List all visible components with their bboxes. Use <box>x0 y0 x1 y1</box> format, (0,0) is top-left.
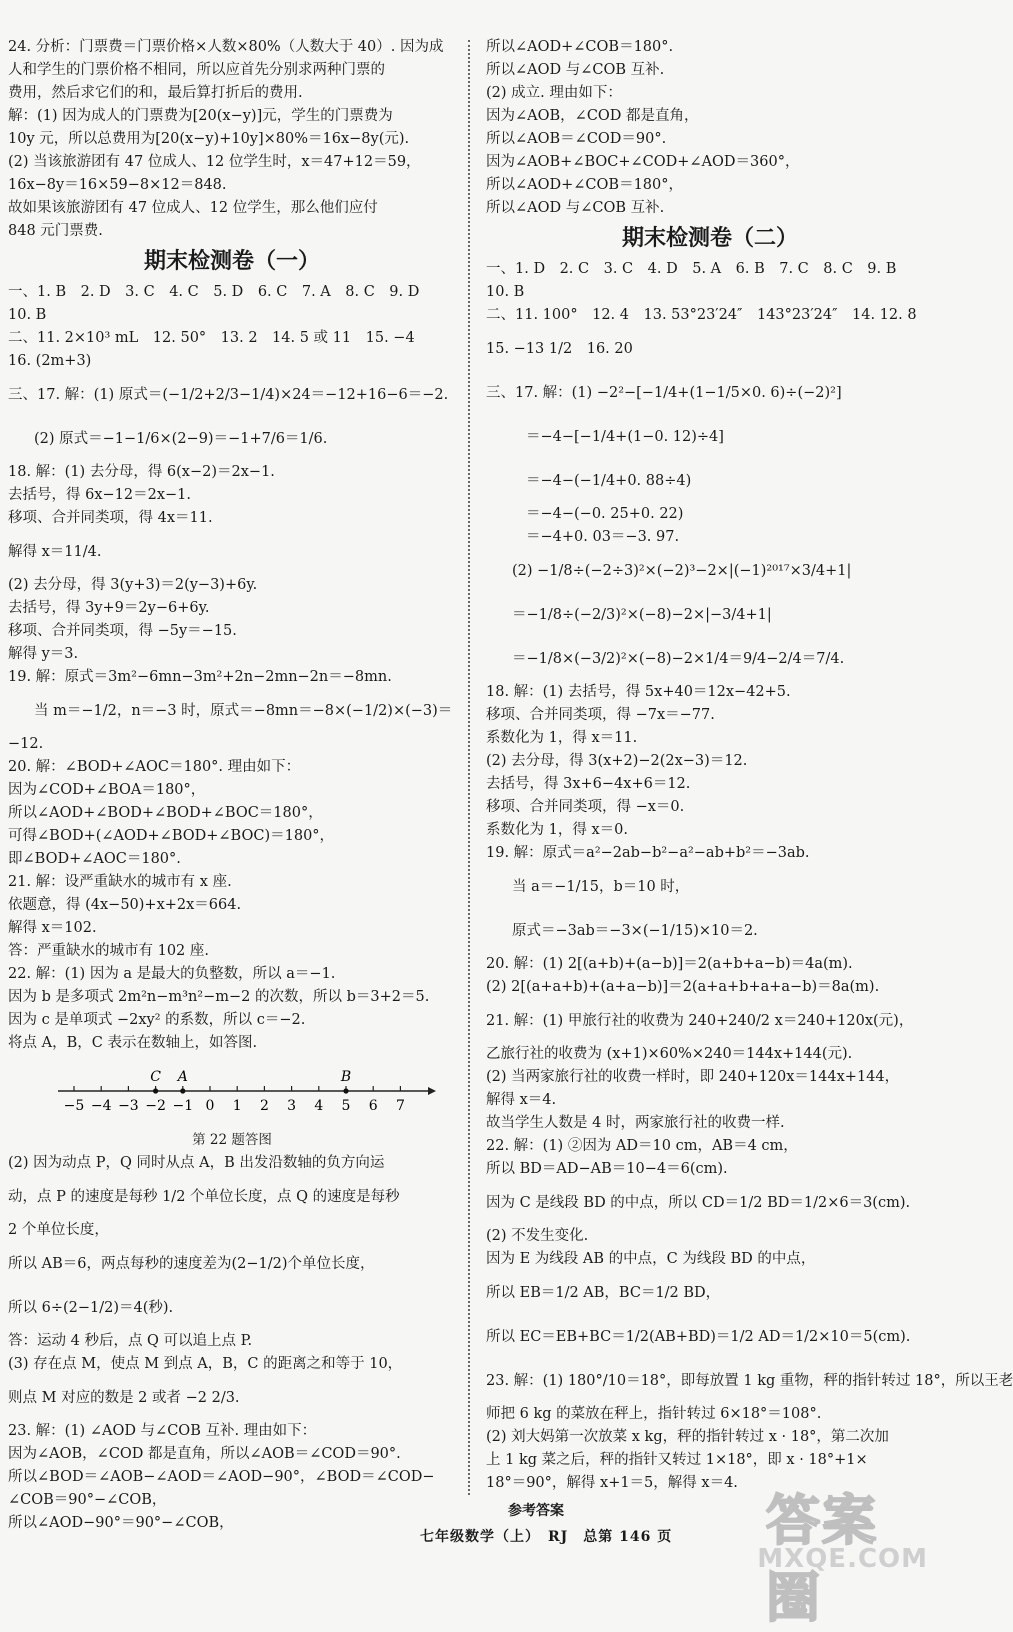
answer-line: 因为∠AOB+∠BOC+∠COD+∠AOD＝360°， <box>486 154 800 170</box>
answer-line: 人和学生的门票价格不相同，所以应首先分别求两种门票的 <box>8 62 385 78</box>
answer-line: 19. 解：原式＝3m²−6mn−3m²+2n−2mn−2n＝−8mn. <box>8 669 392 685</box>
answer-line: 10y 元，所以总费用为[20(x−y)+10y]×80%＝16x−8y(元). <box>8 131 410 147</box>
answer-line: 所以∠BOD＝∠AOB−∠AOD＝∠AOD−90°，∠BOD＝∠COD− <box>8 1469 435 1485</box>
answer-line: ＝−4−(−0. 25+0. 22) <box>526 506 684 522</box>
point-marker <box>180 1088 185 1093</box>
answer-line: 24. 分析：门票费＝门票价格×人数×80%（人数大于 40）. 因为成 <box>8 39 444 55</box>
answer-line: 848 元门票费. <box>8 223 103 239</box>
answer-line: 23. 解：(1) ∠AOD 与∠COB 互补. 理由如下： <box>8 1423 317 1439</box>
answer-line: 去括号，得 3y+9＝2y−6+6y. <box>8 600 210 616</box>
answer-line: 所以 EB＝1/2 AB，BC＝1/2 BD， <box>486 1285 721 1301</box>
answer-line: 一、1. B 2. D 3. C 4. C 5. D 6. C 7. A 8. C 9. D <box>8 284 420 300</box>
tick-label: −2 <box>145 1098 166 1114</box>
answer-line: 解得 y＝3. <box>8 646 79 662</box>
answer-line: 所以 AB＝6，两点每秒的速度差为(2−1/2)个单位长度， <box>8 1256 375 1272</box>
answer-line: 解得 x＝11/4. <box>8 544 102 560</box>
answer-line: 所以 6÷(2−1/2)＝4(秒). <box>8 1300 174 1316</box>
answer-line: 系数化为 1，得 x＝0. <box>486 822 628 838</box>
answer-line: (2) −1/8÷(−2÷3)²×(−2)³−2×|(−1)²⁰¹⁷×3/4+1| <box>512 563 852 579</box>
answer-line: (2) 原式＝−1−1/6×(2−9)＝−1+7/6＝1/6. <box>34 431 328 447</box>
answer-line: ＝−4−[−1/4+(1−0. 12)÷4] <box>526 429 724 445</box>
answer-line: (2) 刘大妈第一次放菜 x kg，秤的指针转过 x · 18°，第二次加 <box>486 1429 889 1445</box>
answer-line: 移项、合并同类项，得 4x＝11. <box>8 510 213 526</box>
tick-label: −4 <box>90 1098 112 1114</box>
answer-line: 原式＝−3ab＝−3×(−1/15)×10＝2. <box>512 923 758 939</box>
answer-line: 所以∠AOB＝∠COD＝90°. <box>486 131 667 147</box>
answer-line: 16. (2m+3) <box>8 353 92 369</box>
answer-line: 21. 解：设严重缺水的城市有 x 座. <box>8 874 232 890</box>
answer-line: −12. <box>8 736 44 752</box>
number-line-svg <box>8 1055 448 1129</box>
answer-line: 费用，然后求它们的和，最后算打折后的费用. <box>8 85 303 101</box>
point-label: B <box>340 1069 352 1085</box>
answer-line: 因为 C 是线段 BD 的中点，所以 CD＝1/2 BD＝1/2×6＝3(cm). <box>486 1195 911 1211</box>
answer-line: 19. 解：原式＝a²−2ab−b²−a²−ab+b²＝−3ab. <box>486 845 810 861</box>
answer-line: 所以∠AOD+∠COB＝180°. <box>486 39 674 55</box>
answer-line: 移项、合并同类项，得 −5y＝−15. <box>8 623 237 639</box>
column-divider <box>468 40 470 1495</box>
point-marker <box>153 1088 158 1093</box>
watermark-url: MXQE.COM <box>757 1544 928 1574</box>
answer-line: 系数化为 1，得 x＝11. <box>486 730 638 746</box>
answer-line: 即∠BOD+∠AOC＝180°. <box>8 851 181 867</box>
answer-line: 一、1. D 2. C 3. C 4. D 5. A 6. B 7. C 8. C 9. B <box>486 261 897 277</box>
answer-line: 则点 M 对应的数是 2 或者 −2 2/3. <box>8 1390 240 1406</box>
answer-line: 所以∠AOD 与∠COB 互补. <box>486 200 665 216</box>
answer-line: (2) 当两家旅行社的收费一样时，即 240+120x＝144x+144， <box>486 1069 900 1085</box>
answer-line: 所以∠AOD−90°＝90°−∠COB， <box>8 1515 234 1531</box>
answer-line: 10. B <box>486 284 525 300</box>
answer-line: 解得 x＝4. <box>486 1092 557 1108</box>
answer-line: (2) 2[(a+a+b)+(a+a−b)]＝2(a+a+b+a+a−b)＝8a(m). <box>486 979 880 995</box>
tick-label: 1 <box>232 1098 242 1114</box>
answer-line: 所以∠AOD+∠COB＝180°， <box>486 177 683 193</box>
answer-line: 所以 EC＝EB+BC＝1/2(AB+BD)＝1/2 AD＝1/2×10＝5(cm). <box>486 1329 911 1345</box>
tick-label: 6 <box>368 1098 378 1114</box>
answer-line: (2) 去分母，得 3(x+2)−2(2x−3)＝12. <box>486 753 748 769</box>
answer-line: 移项、合并同类项，得 −x＝0. <box>486 799 685 815</box>
tick-label: −1 <box>172 1098 194 1114</box>
tick-label: 5 <box>341 1098 351 1114</box>
watermark-logo <box>757 1478 936 1629</box>
answer-line: 可得∠BOD+(∠AOD+∠BOD+∠BOC)＝180°， <box>8 828 335 844</box>
axis-arrow-icon <box>428 1087 436 1095</box>
answer-line: 22. 解：(1) 因为 a 是最大的负整数，所以 a＝−1. <box>8 966 336 982</box>
left-column <box>8 36 456 1535</box>
answer-line: 移项、合并同类项，得 −7x＝−77. <box>486 707 715 723</box>
footer-info: 七年级数学（上） RJ 总第 146 页 <box>420 1529 673 1545</box>
answer-line: 因为∠COD+∠BOA＝180°， <box>8 782 206 798</box>
point-label: A <box>177 1069 188 1085</box>
answer-line: 依题意，得 (4x−50)+x+2x＝664. <box>8 897 242 913</box>
answer-line: ∠COB＝90°−∠COB， <box>8 1492 167 1508</box>
answer-line: 18°＝90°，解得 x+1＝5，解得 x＝4. <box>486 1475 738 1491</box>
answer-line: 二、11. 100° 12. 4 13. 53°23′24″ 143°23′24″ 14. 12. 8 <box>486 307 917 323</box>
answer-line: 16x−8y＝16×59−8×12＝848. <box>8 177 227 193</box>
answer-line: 所以∠AOD 与∠COB 互补. <box>486 62 665 78</box>
answer-line: 去括号，得 3x+6−4x+6＝12. <box>486 776 691 792</box>
right-column <box>486 36 1013 1495</box>
answer-line: 18. 解：(1) 去括号，得 5x+40＝12x−42+5. <box>486 684 791 700</box>
section-title: 期末检测卷（一） <box>143 249 320 274</box>
answer-line: 因为 c 是单项式 −2xy² 的系数，所以 c＝−2. <box>8 1012 306 1028</box>
answer-line: 乙旅行社的收费为 (x+1)×60%×240＝144x+144(元). <box>486 1046 853 1062</box>
answer-line: 当 m＝−1/2，n＝−3 时，原式＝−8mn＝−8×(−1/2)×(−3)＝ <box>34 703 453 719</box>
tick-label: 4 <box>314 1098 324 1114</box>
answer-line: 2 个单位长度， <box>8 1222 109 1238</box>
answer-line: 所以∠AOD+∠BOD+∠BOD+∠BOC＝180°， <box>8 805 323 821</box>
answer-line: 三、17. 解：(1) 原式＝(−1/2+2/3−1/4)×24＝−12+16−6＝−2. <box>8 387 449 403</box>
answer-line: 二、11. 2×10³ mL 12. 50° 13. 2 14. 5 或 11 15. −4 <box>8 330 415 346</box>
answer-line: 15. −13 1/2 16. 20 <box>486 341 633 357</box>
answer-line: 20. 解：(1) 2[(a+b)+(a−b)]＝2(a+b+a−b)＝4a(m). <box>486 956 853 972</box>
answer-line: 18. 解：(1) 去分母，得 6(x−2)＝2x−1. <box>8 464 275 480</box>
tick-label: 7 <box>395 1098 405 1114</box>
answer-line: 去括号，得 6x−12＝2x−1. <box>8 487 191 503</box>
tick-label: −3 <box>118 1098 139 1114</box>
answer-line: 因为 E 为线段 AB 的中点，C 为线段 BD 的中点， <box>486 1251 816 1267</box>
answer-line: 三、17. 解：(1) −2²−[−1/4+(1−1/5×0. 6)÷(−2)²] <box>486 385 842 401</box>
figure-caption: 第 22 题答图 <box>192 1132 272 1148</box>
answer-line: (2) 不发生变化. <box>486 1228 589 1244</box>
section-title: 期末检测卷（二） <box>621 226 798 251</box>
answer-line: (2) 去分母，得 3(y+3)＝2(y−3)+6y. <box>8 577 258 593</box>
answer-line: (2) 当该旅游团有 47 位成人、12 位学生时，x＝47+12＝59， <box>8 154 421 170</box>
answer-line: ＝−1/8÷(−2/3)²×(−8)−2×|−3/4+1| <box>512 607 772 623</box>
tick-label: 0 <box>205 1098 215 1114</box>
answer-line: 10. B <box>8 307 47 323</box>
answer-line: 当 a＝−1/15，b＝10 时， <box>512 879 690 895</box>
answer-line: 20. 解：∠BOD+∠AOC＝180°. 理由如下： <box>8 759 301 775</box>
answer-line: 上 1 kg 菜之后，秤的指针又转过 1×18°，即 x · 18°+1× <box>486 1452 868 1468</box>
tick-label: 2 <box>259 1098 269 1114</box>
answer-line: 答：运动 4 秒后，点 Q 可以追上点 P. <box>8 1333 253 1349</box>
answer-line: 将点 A，B，C 表示在数轴上，如答图. <box>8 1035 258 1051</box>
tick-label: 3 <box>287 1098 297 1114</box>
answer-line: 22. 解：(1) ②因为 AD＝10 cm，AB＝4 cm， <box>486 1138 798 1154</box>
answer-line: 故当学生人数是 4 时，两家旅行社的收费一样. <box>486 1115 785 1131</box>
answer-line: 23. 解：(1) 180°/10＝18°，即每放置 1 kg 重物，秤的指针转过 18°，所以王老 <box>486 1373 1013 1389</box>
point-label: C <box>150 1069 161 1085</box>
answer-line: ＝−4−(−1/4+0. 88÷4) <box>526 473 692 489</box>
answer-line: 故如果该旅游团有 47 位成人、12 位学生，那么他们应付 <box>8 200 378 216</box>
answer-line: (2) 因为动点 P，Q 同时从点 A，B 出发沿数轴的负方向运 <box>8 1155 385 1171</box>
answer-line: 因为 b 是多项式 2m²n−m³n²−m−2 的次数，所以 b＝3+2＝5. <box>8 989 430 1005</box>
watermark-text: 答案圈 <box>766 1489 878 1629</box>
answer-line: 解：(1) 因为成人的门票费为[20(x−y)]元，学生的门票费为 <box>8 108 393 124</box>
footer-title: 参考答案 <box>508 1503 564 1519</box>
answer-line: ＝−4+0. 03＝−3. 97. <box>526 529 680 545</box>
number-line-figure <box>8 1055 456 1129</box>
answer-line: 动，点 P 的速度是每秒 1/2 个单位长度，点 Q 的速度是每秒 <box>8 1189 400 1205</box>
answer-line: 因为∠AOB，∠COD 都是直角， <box>486 108 699 124</box>
answer-line: (2) 成立. 理由如下： <box>486 85 622 101</box>
answer-line: (3) 存在点 M，使点 M 到点 A，B，C 的距离之和等于 10， <box>8 1356 403 1372</box>
answer-line: ＝−1/8×(−3/2)²×(−8)−2×1/4＝9/4−2/4＝7/4. <box>512 651 845 667</box>
answer-line: 21. 解：(1) 甲旅行社的收费为 240+240/2 x＝240+120x(元)， <box>486 1013 914 1029</box>
answer-line: 所以 BD＝AD−AB＝10−4＝6(cm). <box>486 1161 728 1177</box>
point-marker <box>343 1088 348 1093</box>
answer-line: 答：严重缺水的城市有 102 座. <box>8 943 210 959</box>
answer-line: 因为∠AOB，∠COD 都是直角，所以∠AOB＝∠COD＝90°. <box>8 1446 401 1462</box>
answer-line: 解得 x＝102. <box>8 920 97 936</box>
tick-label: −5 <box>63 1098 85 1114</box>
answer-line: 师把 6 kg 的菜放在秤上，指针转过 6×18°＝108°. <box>486 1406 822 1422</box>
